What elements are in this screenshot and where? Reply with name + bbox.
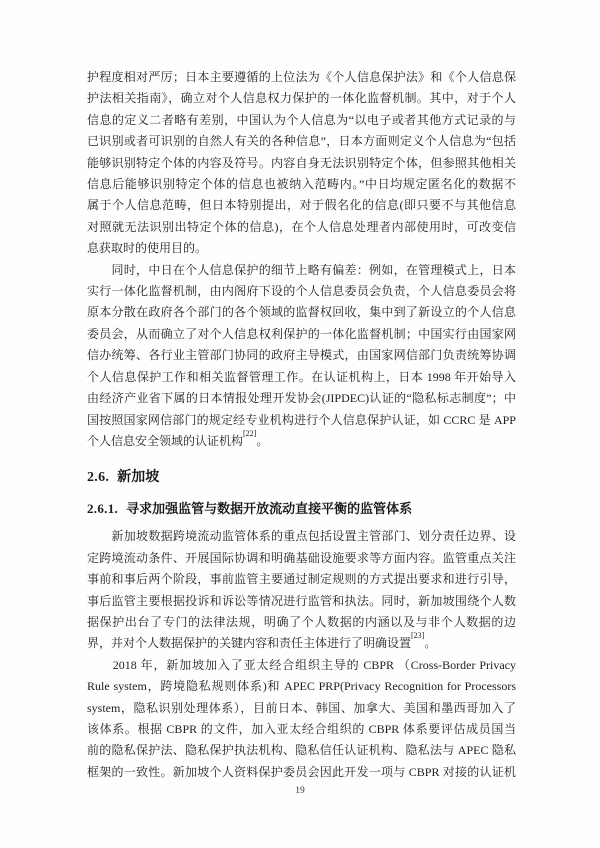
text-line: 前的隐私保护法、隐私保护执法机构、隐私信任认证机构、隐私法与 APEC 隐私: [87, 743, 516, 758]
paragraph-text: 。: [256, 433, 269, 448]
subsection-number: 2.6.1.: [87, 501, 119, 517]
text-line: 能够识别特定个体的内容及符号。内容自身无法识别特定个体，但参照其他相关: [87, 155, 516, 170]
paragraph-3: [87, 526, 516, 654]
text-line: 该体系。根据 CBPR 的文件，加入亚太经合组织的 CBPR 体系要评估成员国当: [87, 721, 516, 736]
text-line: [87, 633, 516, 654]
section-title: 新加坡: [117, 468, 160, 485]
section-number: 2.6.: [87, 470, 110, 486]
text-line: 个人信息保护工作和相关监督管理工作。在认证机构上，日本 1998 年开始导入: [87, 369, 516, 384]
text-line: 信息的定义二者略有差别，中国认为个人信息为“以电子或者其他方式记录的与: [87, 112, 516, 127]
text-line: 息获取时的使用目的。: [87, 241, 208, 256]
text-line: 定跨境流动条件、开展国际协调和明确基础设施要求等方面内容。监管重点关注: [87, 550, 516, 565]
paragraph-text: 界，并对个人数据保护的关键内容和责任主体进行了明确设置: [87, 636, 412, 651]
subsection-heading: [87, 498, 516, 519]
text-line: 国按照国家网信部门的规定经专业机构进行个人信息保护认证，如 CCRC 是 APP: [87, 412, 516, 427]
text-line: 委员会，从而确立了对个人信息权利保护的一体化监督机制；中国实行由国家网: [87, 326, 516, 341]
paragraph-text: 。: [424, 636, 437, 651]
text-line: 事前和事后两个阶段，事前监管主要通过制定规则的方式提出要求和进行引导，: [87, 572, 516, 587]
text-line: 同时，中日在个人信息保护的细节上略有偏差：例如，在管理模式上，日本: [87, 262, 516, 277]
footnote-ref-22: [22]: [243, 428, 257, 438]
page-footer: [0, 780, 600, 798]
paragraph-1: [87, 67, 516, 260]
text-line: 护程度相对严厉；日本主要遵循的上位法为《个人信息保护法》和《个人信息保: [87, 70, 516, 84]
text-line: [87, 428, 516, 452]
text-line: 由经济产业省下属的日本情报处理开发协会(JIPDEC)认证的“隐私标志制度”；中: [87, 391, 516, 406]
text-line: 属于个人信息范畴，但日本特别提出，对于假名化的信息(即只要不与其他信息: [87, 198, 516, 213]
page-number: 19: [295, 786, 305, 796]
section-heading: [87, 465, 516, 489]
paragraph-2: [87, 260, 516, 453]
text-line: 信办统筹、各行业主管部门协同的政府主导模式，由国家网信部门负责统筹协调: [87, 348, 516, 363]
text-line: 2018 年，新加坡加入了亚太经合组织主导的 CBPR （Cross-Border Privacy: [87, 657, 516, 672]
text-line: Rule system，跨境隐私规则体系)和 APEC PRP(Privacy Recognition for Processors: [87, 679, 516, 694]
text-line: 框架的一致性。新加坡个人资料保护委员会因此开发一项与 CBPR 对接的认证机: [87, 764, 516, 779]
footnote-ref-23: [23]: [411, 631, 425, 641]
text-line: 对照就无法识别出特定个体的信息)，在个人信息处理者内部使用时，可改变信: [87, 219, 516, 234]
text-line: 新加坡数据跨境流动监管体系的重点包括设置主管部门、划分责任边界、设: [87, 529, 516, 544]
text-line: 信息后能够识别特定个体的信息也被纳入范畴内。”中日均规定匿名化的数据不: [87, 177, 516, 192]
paragraph-text: 个人信息安全领域的认证机构: [87, 433, 244, 448]
text-line: 实行一体化监督机制，由内阁府下设的个人信息委员会负责，个人信息委员会将: [87, 284, 516, 299]
text-line: 护法相关指南》，确立对个人信息权力保护的一体化监督机制。其中，对于个人: [87, 91, 516, 106]
text-line: 据保护出台了专门的法律法规，明确了个人数据的内涵以及与非个人数据的边: [87, 614, 516, 629]
paragraph-4: [87, 655, 516, 783]
page-body: [87, 67, 516, 783]
text-line: 已识别或者可识别的自然人有关的各种信息”，日本方面则定义个人信息为“包括: [87, 134, 516, 149]
text-line: system，隐私识别处理体系），目前日本、韩国、加拿大、美国和墨西哥加入了: [87, 700, 516, 715]
text-line: 事后监管主要根据投诉和诉讼等情况进行监管和执法。同时，新加坡围绕个人数: [87, 593, 516, 608]
text-line: 原本分散在政府各个部门的各个领域的监督权回收，集中到了新设立的个人信息: [87, 305, 516, 320]
subsection-title: 寻求加强监管与数据开放流动直接平衡的监管体系: [126, 501, 413, 517]
